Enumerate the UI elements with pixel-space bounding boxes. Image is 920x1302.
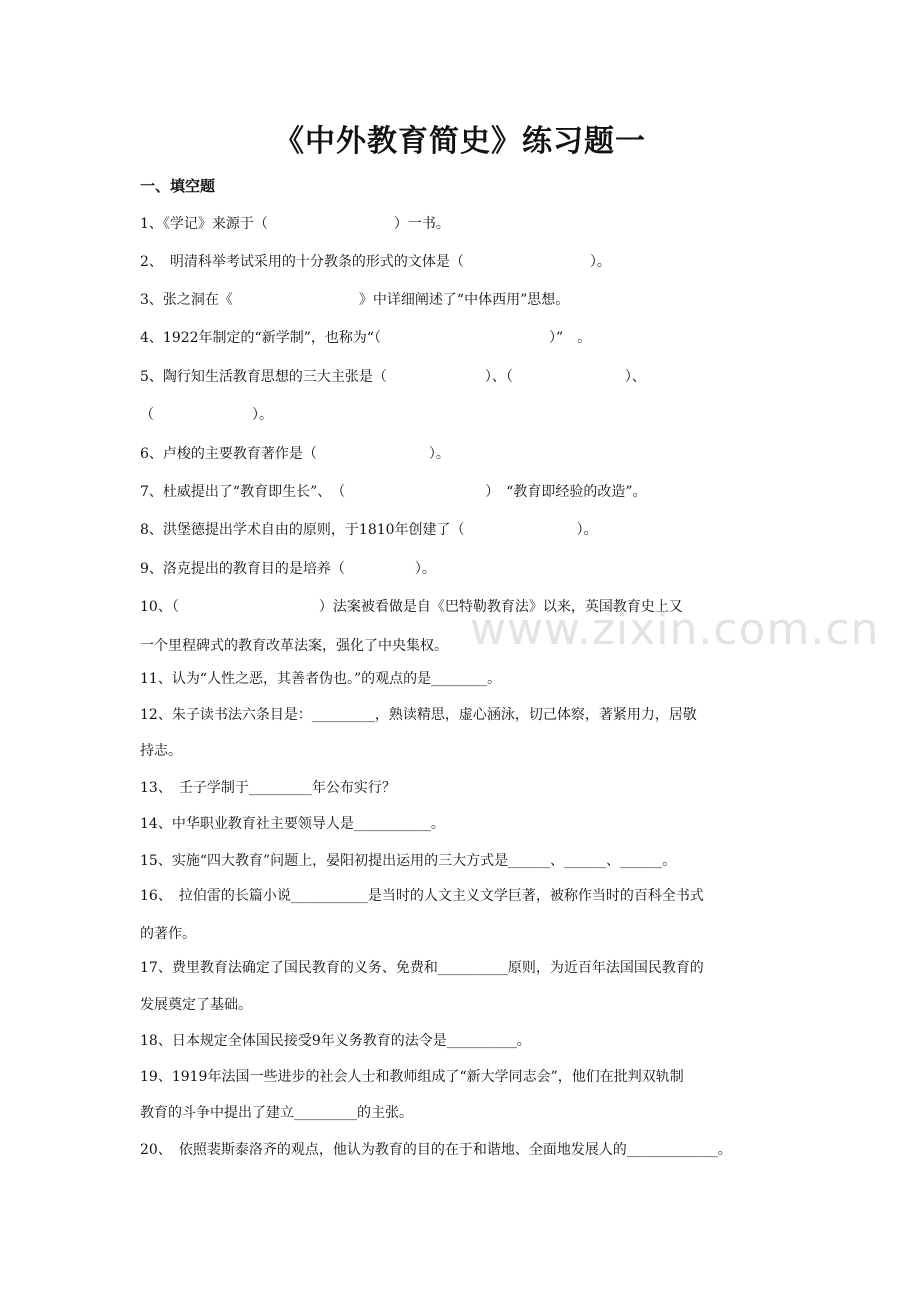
question-line-continued: 的著作。 [140, 926, 196, 942]
question-line-continued: 一个里程碑式的教育改革法案，强化了中央集权。 [140, 638, 448, 654]
question-line: 20、 依照裴斯泰洛齐的观点，他认为教育的目的在于和谐地、全面地发展人的_____________。 [140, 1142, 732, 1158]
question-line: 9、洛克提出的教育目的是培养（ ）。 [140, 561, 436, 577]
question-line-continued: （ ）。 [140, 407, 273, 423]
question-line: 14、中华职业教育社主要领导人是___________。 [140, 816, 445, 832]
question-line: 6、卢梭的主要教育著作是（ ）。 [140, 446, 450, 462]
question-line: 13、 壬子学制于_________年公布实行？ [140, 780, 396, 796]
question-line: 10、（ ）法案被看做是自《巴特勒教育法》以来，英国教育史上又 [140, 599, 683, 615]
question-line: 2、 明清科举考试采用的十分教条的形式的文体是（ ）。 [140, 254, 611, 270]
question-line-continued: 发展奠定了基础。 [140, 997, 252, 1013]
page-title: 《中外教育简史》练习题一 [274, 124, 646, 159]
question-line: 1、《学记》来源于（ ）一书。 [140, 216, 450, 232]
question-line-continued: 持志。 [140, 743, 182, 759]
question-line: 4、1922年制定的“新学制”，也称为“（ ）” 。 [140, 330, 592, 346]
question-line: 16、 拉伯雷的长篇小说___________是当时的人文主义文学巨著，被称作当时的百科全书式 [140, 888, 704, 904]
question-line: 5、陶行知生活教育思想的三大主张是（ ）、（ ）、 [140, 369, 646, 385]
section-heading: 一、填空题 [140, 177, 216, 195]
question-line: 7、杜威提出了“教育即生长”、 （ ） “教育即经验的改造”。 [140, 484, 647, 500]
question-line-continued: 教育的斗争中提出了建立_________的主张。 [140, 1105, 413, 1121]
question-line: 17、费里教育法确定了国民教育的义务、免费和__________原则，为近百年法国国民教育的 [140, 960, 704, 976]
question-line: 15、实施“四大教育”问题上，晏阳初提出运用的三大方式是______、______、______。 [140, 853, 677, 869]
question-line: 18、日本规定全体国民接受9年义务教育的法令是__________。 [140, 1033, 531, 1049]
question-line: 3、张之洞在《 》中详细阐述了“中体西用”思想。 [140, 292, 570, 308]
watermark-text: www.zixin.com.cn [470, 604, 880, 655]
question-line: 12、朱子读书法六条目是：_________，熟读精思，虚心涵泳，切己体察，著紧用力，居敬 [140, 707, 697, 723]
question-line: 8、洪堡德提出学术自由的原则，于1810年创建了（ ）。 [140, 522, 598, 538]
question-line: 19、1919年法国一些进步的社会人士和教师组成了“新大学同志会”，他们在批判双轨制 [140, 1069, 684, 1085]
question-line: 11、认为“人性之恶，其善者伪也。”的观点的是________。 [140, 671, 502, 687]
